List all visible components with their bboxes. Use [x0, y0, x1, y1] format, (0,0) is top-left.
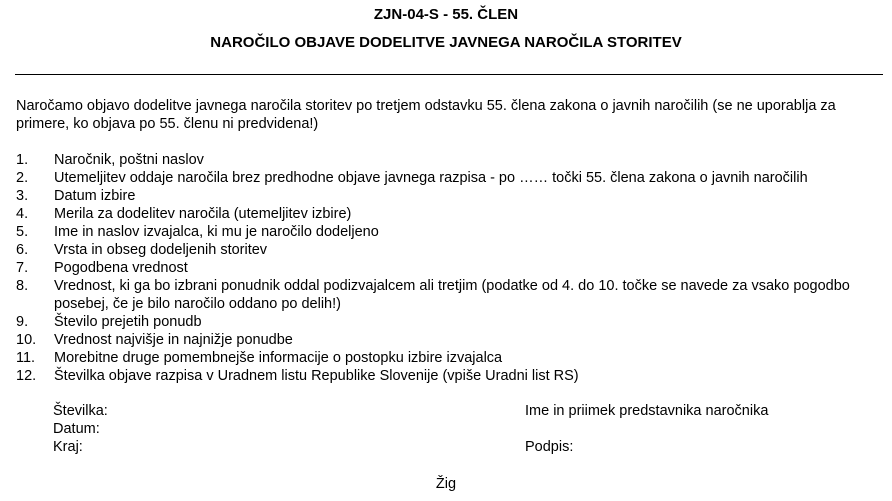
form-title: NAROČILO OBJAVE DODELITVE JAVNEGA NAROČILA STORITEV	[210, 34, 682, 51]
list-item	[16, 241, 888, 259]
item-text: Številka objave razpisa v Uradnem listu Republike Slovenije (vpiše Uradni list RS)	[54, 368, 579, 384]
item-number: 12.	[16, 368, 37, 384]
item-number: 2.	[16, 170, 29, 186]
item-text: Vrednost, ki ga bo izbrani ponudnik oddal podizvajalcem ali tretjim (podatke od 4. do 10. točke se navede za vsako pogodbo posebej, če je bilo naročilo oddano po delih!)	[54, 278, 850, 312]
item-text: Morebitne druge pomembnejše informacije o postopku izbire izvajalca	[54, 350, 503, 366]
item-number: 9.	[16, 314, 29, 330]
item-text: Ime in naslov izvajalca, ki mu je naročilo dodeljeno	[54, 224, 379, 240]
intro-paragraph: Naročamo objavo dodelitve javnega naročila storitev po tretjem odstavku 55. člena zakona o javnih naročilih (se ne uporablja za primere, ko objava po 55. členu ni predvidena!)	[16, 98, 836, 132]
form-items-list	[16, 151, 888, 385]
list-item	[16, 259, 888, 277]
item-number: 3.	[16, 188, 29, 204]
list-item	[16, 367, 888, 385]
item-number: 1.	[16, 152, 29, 168]
item-text: Datum izbire	[54, 188, 136, 204]
item-number: 4.	[16, 206, 29, 222]
item-text: Naročnik, poštni naslov	[54, 152, 204, 168]
item-text: Utemeljitev oddaje naročila brez predhodne objave javnega razpisa - po …… točki 55. člena zakona o javnih naročilih	[54, 170, 808, 186]
item-text: Vrsta in obseg dodeljenih storitev	[54, 242, 268, 258]
signature-label: Podpis:	[525, 439, 574, 455]
list-item	[16, 277, 888, 313]
list-item	[16, 205, 888, 223]
list-item	[16, 151, 888, 169]
list-item	[16, 331, 888, 349]
item-number: 11.	[16, 350, 36, 366]
list-item	[16, 313, 888, 331]
stamp-label: Žig	[435, 476, 457, 492]
item-text: Pogodbena vrednost	[54, 260, 188, 276]
list-item	[16, 187, 888, 205]
header-divider	[15, 74, 883, 75]
representative-label: Ime in priimek predstavnika naročnika	[525, 403, 769, 419]
place-label: Kraj:	[53, 439, 83, 455]
item-number: 7.	[16, 260, 29, 276]
list-item	[16, 169, 888, 187]
number-label: Številka:	[53, 403, 108, 419]
item-text: Vrednost najvišje in najnižje ponudbe	[54, 332, 293, 348]
item-number: 10.	[16, 332, 37, 348]
date-label: Datum:	[53, 421, 100, 437]
item-number: 6.	[16, 242, 29, 258]
item-text: Število prejetih ponudb	[54, 314, 202, 330]
item-number: 8.	[16, 278, 29, 294]
item-text: Merila za dodelitev naročila (utemeljitev izbire)	[54, 206, 352, 222]
list-item	[16, 349, 888, 367]
item-number: 5.	[16, 224, 29, 240]
form-code-title: ZJN-04-S - 55. ČLEN	[373, 6, 519, 23]
list-item	[16, 223, 888, 241]
